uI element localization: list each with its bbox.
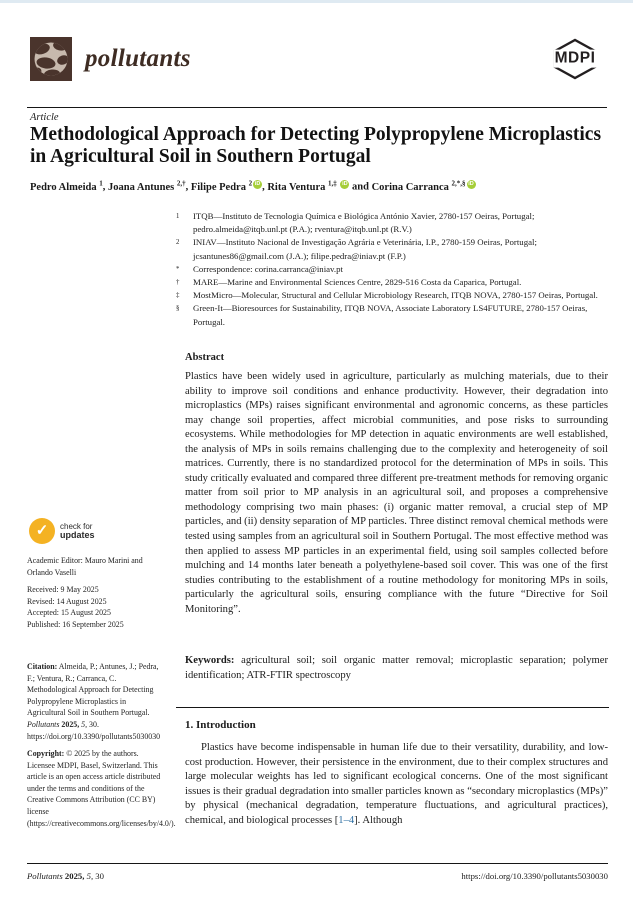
affiliations-list	[176, 210, 610, 329]
academic-editor-label: Academic Editor:	[27, 556, 83, 565]
journal-name: pollutants	[85, 45, 191, 72]
academic-editor-block	[27, 555, 163, 578]
abstract-heading: Abstract	[185, 352, 225, 363]
section-divider	[176, 707, 609, 708]
citation-doi-link[interactable]: https://doi.org/10.3390/pollutants5030030	[27, 731, 161, 741]
copyright-text: © 2025 by the authors. Licensee MDPI, Basel, Switzerland. This article is an open access article distributed under the terms and conditions of the Creative Commons Attribution (CC BY) license (https://creativecommons.org/licenses/by/4.0/).	[27, 749, 176, 828]
copyright-label: Copyright:	[27, 749, 65, 758]
check-updates-line2: updates	[60, 530, 95, 540]
academic-editor-names: Mauro Marini and Orlando Vaselli	[27, 556, 143, 577]
author[interactable]: Pedro Almeida $^1$	[30, 179, 103, 193]
article-dates-block	[27, 584, 163, 630]
affiliation-item: ‡ MostMicro—Molecular, Structural and Cellular Microbiology Research, ITQB NOVA, 2780-157 Oeiras, Portugal.	[176, 290, 598, 301]
footer-divider	[27, 863, 608, 864]
pollutants-logo-icon	[30, 37, 72, 81]
date-published: Published: 16 September 2025	[27, 619, 124, 629]
author[interactable]: Corina Carranca $^{2,*,\S}$ iD	[371, 179, 474, 193]
keywords-text: agricultural soil; soil organic matter removal; microplastic separation; polymer identification; ATR-FTIR spectroscopy	[185, 655, 608, 681]
affiliation-item: 1 ITQB—Instituto de Tecnologia Química e Biológica António Xavier, 2780-157 Oeiras, Portugal; pedro.almeida@itqb.unl.pt (P.A.); rventura@itqb.unl.pt (R.V.)	[176, 211, 535, 235]
page-header	[30, 36, 607, 82]
author[interactable]: Filipe Pedra $^2$ iD	[190, 179, 261, 193]
check-icon: ✓	[29, 518, 55, 544]
citation-ref-link[interactable]: 1–4	[338, 814, 355, 826]
paper-title: Methodological Approach for Detecting Polypropylene Microplastics in Agricultural Soil in Southern Portugal	[30, 124, 602, 167]
introduction-paragraph: Plastics have become indispensable in human life due to their versatility, durability, and low-cost production. However, their persistence in the environment, due to their complex structures and large molecular weights has led to significant ecological concerns. One of the most significant issues is their gradual degradation into smaller particles known as “secondary microplastics (MPs)” by physical (mechanical degradation, temperature fluctuations, and agricultural practices), chemical, and biological processes [1–4]. Although	[185, 742, 608, 826]
orcid-icon[interactable]: iD	[254, 181, 261, 187]
introduction-heading: 1. Introduction	[185, 719, 256, 731]
author[interactable]: Rita Ventura $^{1,\ddagger}$ iD	[267, 179, 348, 193]
mdpi-logo[interactable]	[543, 36, 607, 82]
citation-block: Citation: Almeida, P.; Antunes, J.; Pedra, F.; Ventura, R.; Carranca, C. Methodological Approach for Detecting Polypropylene Microplastics in Agricultural Soil in Southern Portugal. Pollutants 2025, 5, 30. https://doi.org/10.3390/pollutants5030030	[27, 662, 161, 741]
date-revised: Revised: 14 August 2025	[27, 596, 107, 606]
check-for-updates-button[interactable]	[29, 518, 95, 544]
copyright-block	[27, 748, 176, 829]
footer-journal-ref: Pollutants 2025, 5, 30	[27, 871, 104, 881]
journal-brand[interactable]	[30, 37, 191, 81]
page-footer	[27, 871, 608, 881]
authors-line: Pedro Almeida $^1$, Joana Antunes $^{2,\dagger}$, Filipe Pedra $^2$ iD , Rita Ventura $^{1,\ddagger}$ iD and Corina Carranca $^{2,*,\S}$ iD	[30, 179, 474, 193]
keywords-label: Keywords:	[185, 655, 235, 666]
affiliation-item: § Green-It—Bioresources for Sustainability, ITQB NOVA, Associate Laboratory LS4FUTURE, 2780-157 Oeiras, Portugal.	[176, 303, 588, 327]
header-divider	[27, 107, 607, 108]
affiliation-item: † MARE—Marine and Environmental Sciences Centre, 2829-516 Costa da Caparica, Portugal.	[176, 277, 522, 288]
mdpi-logo-text: MDPI	[554, 49, 596, 67]
date-accepted: Accepted: 15 August 2025	[27, 608, 111, 618]
affiliation-item: 2 INIAV—Instituto Nacional de Investigação Agrária e Veterinária, I.P., 2780-159 Oeiras, Portugal; jcsantunes86@gmail.com (J.A.); filipe.pedra@iniav.pt (F.P.)	[176, 237, 537, 261]
keywords-line	[185, 654, 608, 683]
date-received: Received: 9 May 2025	[27, 585, 99, 594]
author[interactable]: Joana Antunes $^{2,\dagger}$	[107, 179, 186, 193]
citation-label: Citation:	[27, 662, 58, 671]
check-updates-line1: check for	[60, 521, 93, 531]
footer-doi-link[interactable]: https://doi.org/10.3390/pollutants5030030	[461, 871, 608, 881]
abstract-text: Plastics have been widely used in agriculture, particularly as mulching materials, due to their ability to improve soil conditions and enhance productivity. However, their degradation into microplastics (MPs) raises significant environmental and agronomic concerns, as these particles may change soil properties, affect microbial communities, and pose risks to surrounding ecosystems. While methodologies for MP detection in aquatic environments are well established, the analysis of MPs in soils remains challenging due to the complexity and heterogeneity of soil matrices. Currently, there is no standardized protocol for the determination of MPs in soils. This study critically evaluated and compared three different pre-treatment methods for removing organic matter from soil prior to MP analysis in an agricultural soil, and proposes a comprehensive methodology comprising two main phases: (i) organic matter removal, a crucial step of MP particles, and (ii) density separation of MP particles. Three distinct removal chemical methods were tested using samples from an agricultural soil in Southern Portugal. The most effective method was then applied to assess MP particles in an experimental field, using soil samples collected before mulching and 14 months later beneath a polyethylene-based soil cover. This was one of the first studies contributing to the establishment of a routine methodology for monitoring MPs in soils, particularly the agricultural soils, ensuring compliance with the future “Directive for Soil Monitoring”.	[185, 371, 608, 615]
affiliation-item: * Correspondence: corina.carranca@iniav.pt	[176, 263, 343, 274]
orcid-icon[interactable]: iD	[468, 181, 474, 187]
article-type-label: Article	[30, 112, 59, 123]
orcid-icon[interactable]: iD	[342, 181, 348, 187]
